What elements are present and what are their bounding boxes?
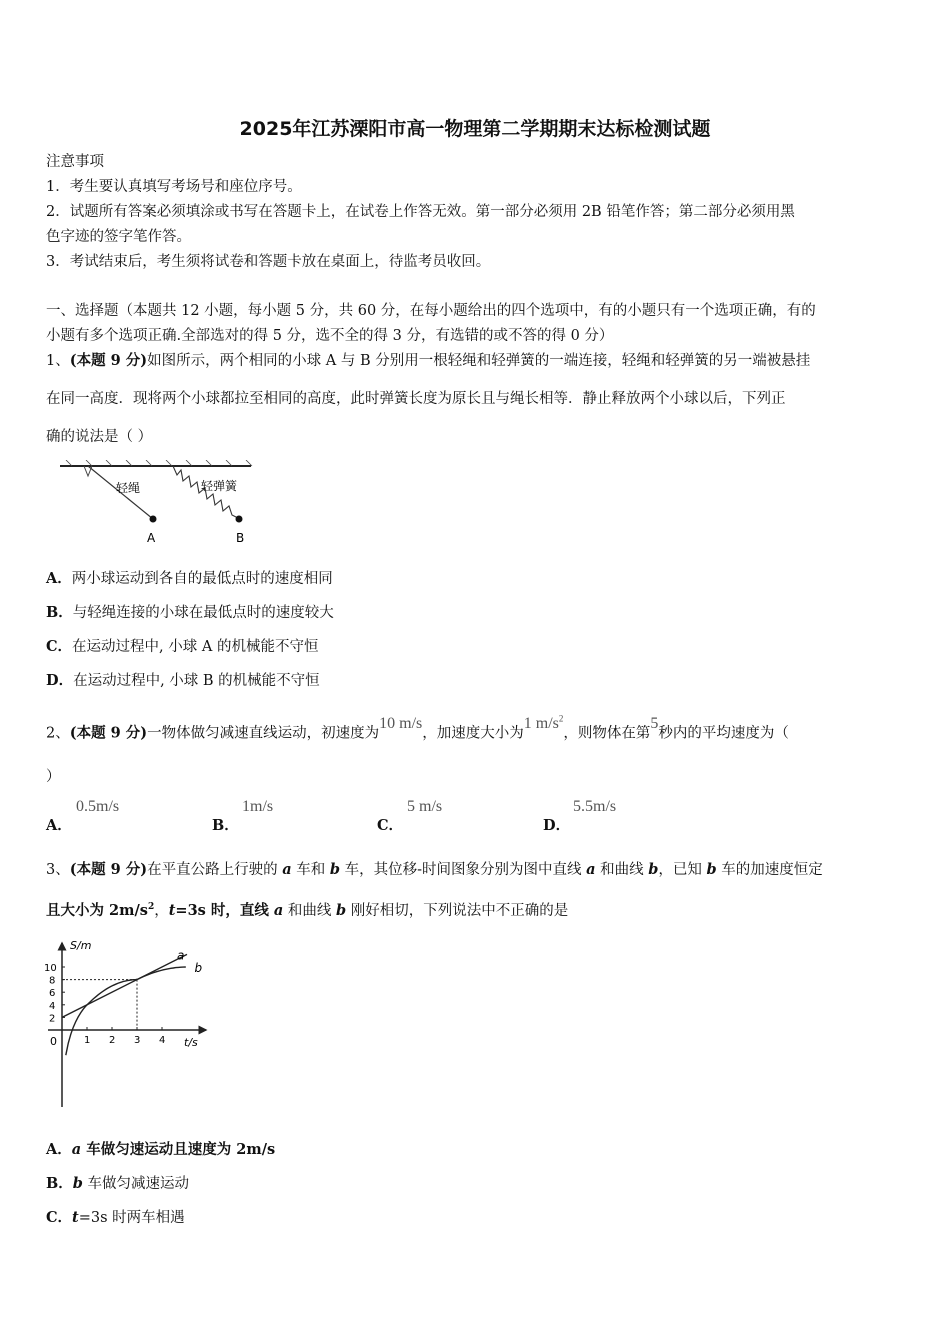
q3-option-c[interactable]: C．t=3s 时两车相遇 bbox=[46, 1209, 185, 1226]
question-1-line-1: 1、(本题 9 分)如图所示，两个相同的小球 A 与 B 分别用一根轻绳和轻弹簧的一端连接，轻绳和轻弹簧的另一端被悬挂 bbox=[46, 352, 811, 369]
notice-heading: 注意事项 bbox=[46, 154, 104, 170]
line-a bbox=[62, 954, 187, 1017]
x-axis-label: t/s bbox=[184, 1036, 198, 1049]
x-tick-label: 1 bbox=[84, 1035, 91, 1046]
series-a-label: a bbox=[177, 948, 185, 963]
q1-option-b[interactable]: B．与轻绳连接的小球在最低点时的速度较大 bbox=[46, 604, 334, 621]
question-2-line-2: ） bbox=[46, 769, 61, 785]
y-tick-label: 6 bbox=[49, 988, 56, 1000]
ball-a bbox=[150, 516, 157, 523]
q3-option-a[interactable]: A．a 车做匀速运动且速度为 2m/s bbox=[46, 1141, 276, 1158]
q1-option-d[interactable]: D．在运动过程中, 小球 B 的机械能不守恒 bbox=[46, 672, 320, 689]
exam-page: 2025年江苏溧阳市高一物理第二学期期末达标检测试题 注意事项 1．考生要认真填写考场号和座位序号。 2．试题所有答案必须填涂或书写在答题卡上，在试卷上作答无效。第一部分必须用 2B 铅笔作答；第二部分必须用黑 色字迹的签字笔作答。 3．考试结束后，考生须将试卷和答题卡放在桌面上，待监考员收回。 一、选择题（本题共 12 小题，每小题 5 分，共 60 分，在每小题给出的四个选项中，有的小题只有一个选项正确，有的 小题有多个选项正确.全部选对的得 5 分，选不全的得 3 分，有选错的或不答的得 0 分） 1、(本题 9 分)如图所示，两个相同的小球 A 与 B 分别用一根轻绳和轻弹簧的一端连接，轻绳和轻弹簧的另一端被悬挂 在同一高度．现将两个小球都拉至相同的高度，此时弹簧长度为原长且与绳长相等．静止释放两个小球以后，下列正 确的说法是（ ） 轻绳 轻弹簧 A B A．两小球运动到各自的最低点时的速度相同 B．与轻绳连接的小球在最低点时的速度较大 C．在运动过程中, 小球 A 的机械能不守恒 D．在运动过程中, 小球 B 的机械能不守恒 2、(本题 9 分)一物体做匀减速直线运动，初速度为10 m/s，加速度大小为1 $m/s^2$，则物体在第5秒内的平均速度为（ ） A． 0.5m/s B． 1m/s C． 5 m/s D． 5.5m/s 3、(本题 9 分)在平直公路上行驶的 a 车和 b 车，其位移-时间图象分别为图中直线 a 和曲线 b，已知 b 车的加速度恒定 且大小为 $2m/s^2$，t=3s 时，直线 a 和曲线 b 刚好相切，下列说法中不正确的是 S/m t/s 0 1 2 3 4 2 4 6 8 10 a b A．a 车做匀速运动且速度为 2m/s B．b 车做匀减速运动 C．t=3s 时两车相遇 bbox=[0, 0, 950, 1344]
y-tick-label: 2 bbox=[49, 1013, 56, 1025]
question-3-line-1: 3、(本题 9 分)在平直公路上行驶的 a 车和 b 车，其位移-时间图象分别为图中直线 a 和曲线 b，已知 b 车的加速度恒定 bbox=[46, 861, 823, 878]
notice-item: 1．考生要认真填写考场号和座位序号。 bbox=[46, 179, 302, 195]
spring-label: 轻弹簧 bbox=[201, 479, 238, 493]
section-heading: 一、选择题（本题共 12 小题，每小题 5 分，共 60 分，在每小题给出的四个选项中，有的小题只有一个选项正确，有的 bbox=[46, 303, 816, 319]
question-1-line-2: 在同一高度．现将两个小球都拉至相同的高度，此时弹簧长度为原长且与绳长相等．静止释放两个小球以后，下列正 bbox=[46, 391, 786, 407]
origin-label: 0 bbox=[50, 1035, 57, 1048]
ball-b-label: B bbox=[236, 531, 245, 545]
section-heading-cont: 小题有多个选项正确.全部选对的得 5 分，选不全的得 3 分，有选错的或不答的得 0 分） bbox=[46, 328, 614, 344]
page-title: 2025年江苏溧阳市高一物理第二学期期末达标检测试题 bbox=[239, 118, 711, 140]
q1-option-c[interactable]: C．在运动过程中, 小球 A 的机械能不守恒 bbox=[46, 638, 319, 655]
y-tick-label: 4 bbox=[49, 1000, 56, 1012]
series-b-label: b bbox=[194, 961, 203, 976]
notice-item: 色字迹的签字笔作答。 bbox=[46, 229, 191, 245]
x-tick-label: 4 bbox=[159, 1035, 166, 1046]
rope-label: 轻绳 bbox=[116, 481, 141, 495]
notice-item: 2．试题所有答案必须填涂或书写在答题卡上，在试卷上作答无效。第一部分必须用 2B 铅笔作答；第二部分必须用黑 bbox=[46, 204, 795, 220]
rope-angle-mark bbox=[84, 466, 92, 476]
acceleration-value: 1 $m/s^2$ bbox=[523, 714, 564, 733]
x-tick-label: 2 bbox=[109, 1035, 116, 1046]
question-1-line-3: 确的说法是（ ） bbox=[46, 429, 153, 445]
x-tick-label: 3 bbox=[134, 1035, 141, 1046]
y-axis-label: S/m bbox=[70, 939, 92, 952]
q3-option-b[interactable]: B．b 车做匀减速运动 bbox=[46, 1175, 190, 1192]
ball-b bbox=[236, 516, 243, 523]
question-2-line-1: 2、(本题 9 分)一物体做匀减速直线运动，初速度为10 m/s，加速度大小为1 $m/s^2$，则物体在第5秒内的平均速度为（ bbox=[46, 714, 789, 742]
rope-spring-figure bbox=[56, 460, 256, 548]
question-3-line-2: 且大小为 $2m/s^2$，t=3s 时，直线 a 和曲线 b 刚好相切，下列说法中不正确的是 bbox=[46, 901, 569, 919]
position-time-chart bbox=[40, 935, 220, 1115]
y-tick-label: 8 bbox=[49, 975, 56, 987]
y-tick-label: 10 bbox=[44, 963, 57, 974]
notice-item: 3．考试结束后，考生须将试卷和答题卡放在桌面上，待监考员收回。 bbox=[46, 254, 491, 270]
q1-option-a[interactable]: A．两小球运动到各自的最低点时的速度相同 bbox=[46, 570, 333, 587]
ball-a-label: A bbox=[147, 531, 156, 545]
